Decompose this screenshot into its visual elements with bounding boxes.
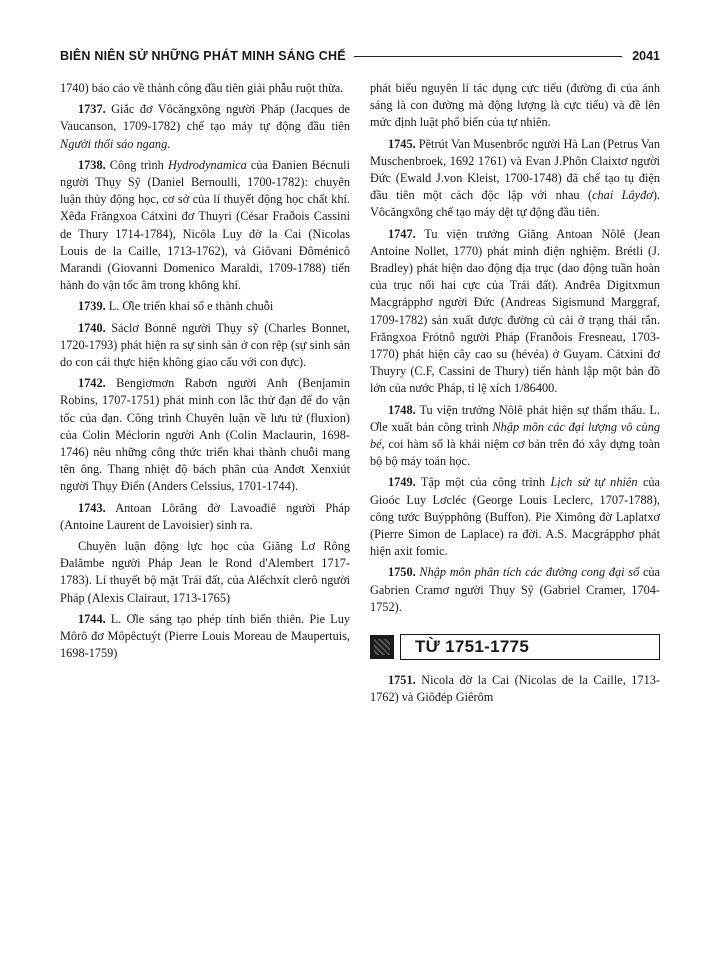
entry-text: của Đanien Bécnuli người Thụy Sỹ (Daniel Bernoulli, 1700-1782): chuyên luận thủy động học, cơ sở của lí thuyết động học chất khí. Xêđa Frăngxoa Cátxini đơ Thuyri (César Fraðois Cassini de Thury 1714-1784), Nicôla Luy đờ la Cai (Nicolas Louis de la Caille, 1713-1762), và Giôvani Đôménicô Marandi (Giovanni Domenico Maraldi, 1709-1788) tiến hành đo vận tốc âm trong không khí. [60,157,350,293]
entry-year: 1744. [78,611,106,626]
entry-text: Sáclơ Bonnê người Thụy sỹ (Charles Bonnet, 1720-1793) phát hiện ra sự sinh sản ở con rệp (sự sinh sản do con cái thực hiện không giao cấu với con đực). [60,320,350,370]
entry-year: 1747. [388,226,416,241]
chronology-entry [370,402,660,471]
left-column [60,80,350,711]
section-title-box [400,634,660,660]
paragraph [370,80,660,132]
entry-text: Công trình [105,157,168,172]
running-header [60,44,660,68]
page-number: 2041 [632,49,660,63]
text-columns [60,80,660,711]
paragraph-text: 1740) báo cáo về thành công đầu tiên giải phẫu ruột thừa. [60,81,344,95]
entry-text: Tập một của công trình [415,475,551,490]
entry-text: ). Vôcăngxông chế tạo máy dệt tự động đầu tiên. [370,188,660,220]
entry-text: Pêtrút Van Musenbrốc người Hà Lan (Petrus Van Muschenbroek, 1692 1761) và Evan J.Phôn Claixtơ người Đức (Ewald J.von Kleist, 1700-1748) đã chế tạo tụ điện đầu tiên một cách độc lập với nhau ( [370,136,660,203]
entry-year: 1738. [78,157,106,172]
right-column [370,80,660,711]
italic-title: Người thổi sáo ngang [60,136,168,151]
italic-title: Lịch sử tự nhiên [550,475,638,490]
entry-text: Bengiơmơn Rabơn người Anh (Benjamin Robins, 1707-1751) phát minh con lắc thử đạn để đo vận tốc của đạn. Công trình Chuyên luận về lưu tử (fluxion) của Colin Méclorin người Anh (Colin Maclaurin, 1698-1746) nêu những công thức triển khai thành chuỗi mang tên ông. Thang nhiệt độ bách phân của Anđơt Xenxiút người Thụy Điển (Anders Celssius, 1701-1744). [60,376,350,494]
entry-text: của Gabrien Cramơ người Thụy Sỹ (Gabriel Cramer, 1704-1752). [370,565,661,614]
entry-year: 1750. [388,565,416,580]
italic-title: chai Lâyđơ [592,188,653,203]
entry-year: 1751. [388,673,416,688]
chronology-entry [370,226,660,398]
entry-year: 1749. [388,475,416,490]
entry-text: của Gioóc Luy Lơcléc (George Louis Leclerc, 1707-1788), công tước Buýpphông (Buffon). Pie Ximông đờ Laplatxơ (Pierre Simon de Laplace) ra đời. A.S. Macgrápphơ phát hiện axit fomic. [370,475,661,559]
entry-text: Antoan Lôrăng đờ Lavoađiê người Pháp (Antoine Laurent de Lavoisier) sinh ra. [60,500,350,532]
paragraph [60,80,350,97]
entry-text: Giắc đơ Vôcăngxông người Pháp (Jacques de Vaucanson, 1709-1782) chế tạo máy tự động đầu tiên [60,102,350,134]
entry-text: . [167,136,171,151]
entry-text: Tu viện trưởng Nôlê phát hiện sự thẩm thấu. L. Ơle xuất bản công trình [370,402,660,434]
entry-year: 1748. [388,402,416,417]
header-rule [354,56,622,57]
chronology-entry [370,136,660,222]
chronology-entry [370,474,660,560]
section-marker-icon [370,635,394,659]
chronology-entry [60,500,350,534]
chronology-entry [60,101,350,153]
entry-text: L. Ơle sáng tạo phép tính biến thiên. Pie Luy Môrô đơ Môpêctuýt (Pierre Louis Moreau de Maupertuis, 1698-1759) [60,611,350,661]
entry-text: Chuyên luận động lực học của Giăng Lơ Rông Đalămbe người Pháp Jean le Rond d'Alembert 1717-1783). Lí thuyết bộ mặt Trái đất, của Alếchxít clerô người Pháp (Alexis Clairaut, 1713-1765) [60,539,350,605]
entry-text: , coi hàm số là khái niệm cơ bản trên đó xây dựng toàn bộ bộ máy toán học. [370,437,660,469]
entry-year: 1739. [78,299,106,314]
italic-title: Nhập môn phân tích các đường cong đại số [419,565,640,580]
section-title: TỪ 1751-1775 [415,637,530,657]
italic-title: Hydrodynamica [167,157,247,172]
entry-year: 1743. [78,500,106,515]
entry-year: 1742. [78,376,106,391]
chronology-entry [60,320,350,372]
chronology-entry [60,375,350,495]
paragraph [60,538,350,607]
chronology-entry [60,298,350,315]
entry-year: 1737. [78,102,106,117]
entry-text: Tu viện trưởng Giăng Antoan Nôlê (Jean Antoine Nollet, 1770) phát minh điện nghiệm. Brétli (J. Bradley) phát hiện dao động địa trục (dao động tuần hoàn của trục nối hai cực của Trái đất). Anđrêa Digitxmun Macgrápphơ người Đức (Andreas Sigismund Marggraf, 1709-1782) sản xuất được đường củ cải ở trạng thái rắn. Frăngxoa Frótnô người Pháp (Franðois Fresneau, 1703-1770) phát hiện cây cao su (hévéa) ở Guyam. Cátxini đơ Thuyry (C.F, Cassini de Thury) tiến hành lập một bản đồ lớn của nước Pháp, tỉ lệ xích 1/86400. [370,226,660,396]
entry-text: Nicola đờ la Cai (Nicolas de la Caille, 1713-1762) và Giôđép Giêrôm [370,673,660,705]
entry-year: 1745. [388,136,416,151]
chronology-entry [370,672,660,706]
section-heading [370,634,660,660]
chronology-entry [60,157,350,295]
book-title: BIÊN NIÊN SỬ NHỮNG PHÁT MINH SÁNG CHẾ [60,49,346,63]
italic-title: Nhập môn các đại lượng vô cùng bé [370,419,660,452]
entry-text: L. Ơle triển khai số e thành chuỗi [105,299,274,314]
entry-year: 1740. [78,320,106,335]
entry-text: phát biểu nguyên lí tác dụng cực tiểu (đường đi của ánh sáng là con đường mà động lượng là cực tiểu) và đề lên mức định luật phổ biến của tự nhiên. [370,81,660,130]
chronology-entry [60,611,350,663]
chronology-entry [370,564,660,616]
